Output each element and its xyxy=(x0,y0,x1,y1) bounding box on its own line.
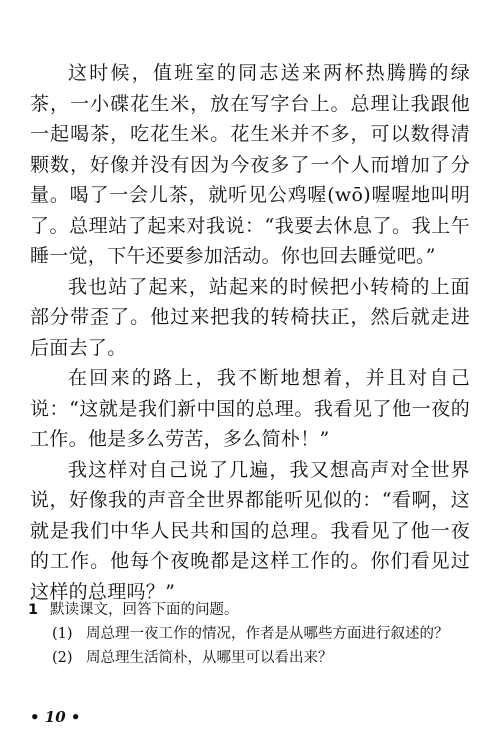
page-number: • 10 • xyxy=(30,708,81,726)
paragraph-1: 这时候，值班室的同志送来两杯热腾腾的绿茶，一小碟花生米，放在写字台上。总理让我跟他一起喝茶，吃花生米。花生米并不多，可以数得清颗数，好像并没有因为今夜多了一个人而增加了分量。喝了一会儿茶，就听见公鸡喔(wō)喔喔地叫明了。总理站了起来对我说：“我要去休息了。我上午睡一觉，下午还要参加活动。你也回去睡觉吧。” xyxy=(30,62,470,267)
question-label: (1) xyxy=(52,626,73,642)
paragraph-3: 在回来的路上，我不断地想着，并且对自己说：“这就是我们新中国的总理。我看见了他一夜的工作。他是多么劳苦，多么简朴！” xyxy=(30,367,470,450)
exercise-heading xyxy=(28,598,468,622)
question-label: (2) xyxy=(52,650,73,666)
question-text: 周总理生活简朴，从哪里可以看出来？ xyxy=(86,650,333,666)
question-item-2 xyxy=(28,646,468,670)
exercise-number: 1 xyxy=(28,602,39,618)
exercise-prompt: 默读课文，回答下面的问题。 xyxy=(50,602,239,618)
question-text: 周总理一夜工作的情况，作者是从哪些方面进行叙述的？ xyxy=(86,626,449,642)
lesson-body-text xyxy=(30,58,470,607)
paragraph-2: 我也站了起来，站起来的时候把小转椅的上面部分带歪了。他过来把我的转椅扶正，然后就走进后面去了。 xyxy=(30,275,470,359)
paragraph-4: 我这样对自己说了几遍，我又想高声对全世界说，好像我的声音全世界都能听见似的：“看啊，这就是我们中华人民共和国的总理。我看见了他一夜的工作。他每个夜晚都是这样工作的。你们看见过这样的总理吗？” xyxy=(30,458,470,603)
question-item-1 xyxy=(28,622,468,646)
exercise-section xyxy=(28,598,468,670)
